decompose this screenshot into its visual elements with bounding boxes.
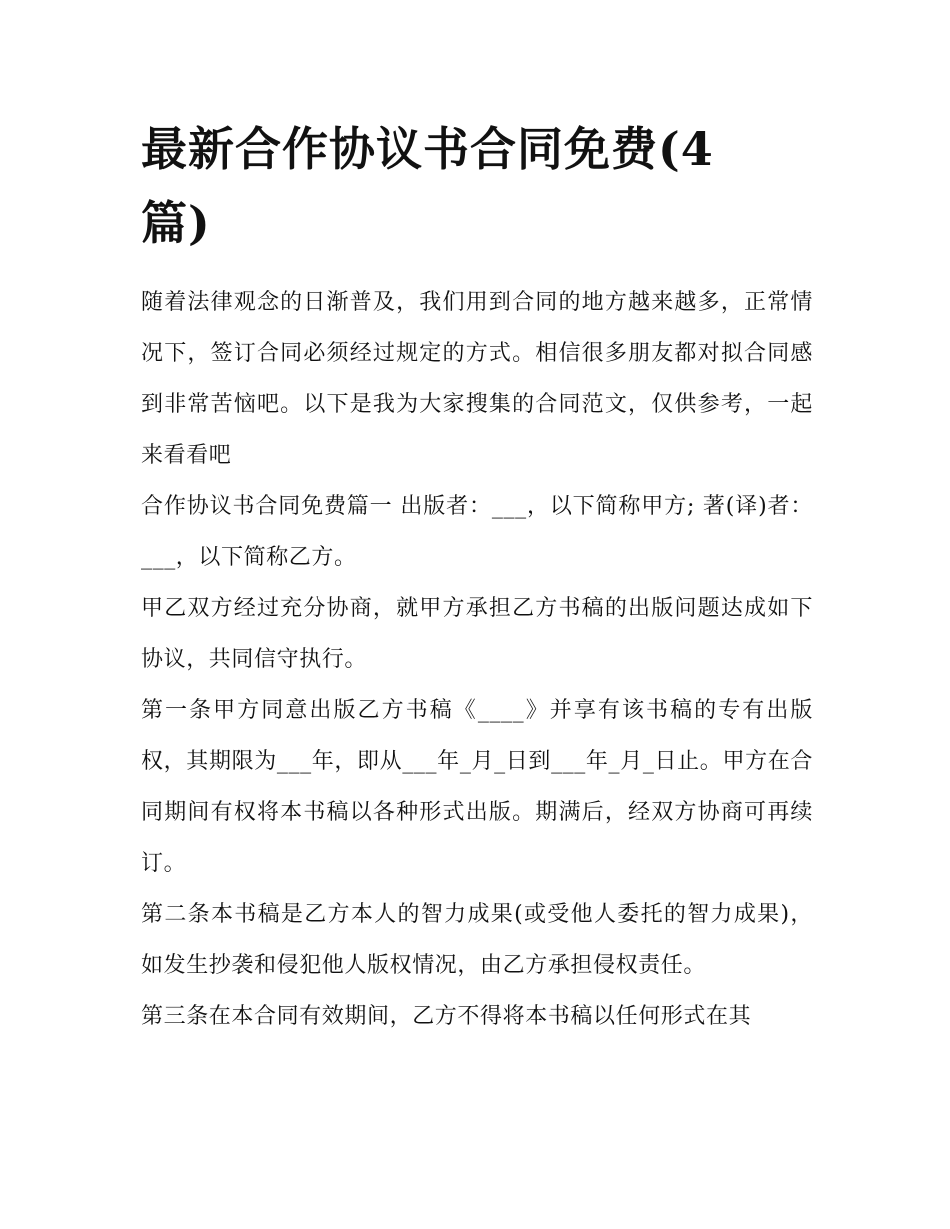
paragraph-article-2: 第二条本书稿是乙方本人的智力成果(或受他人委托的智力成果)，如发生抄袭和侵犯他人版权情况，由乙方承担侵权责任。	[141, 902, 813, 978]
paragraph-article-3: 第三条在本合同有效期间，乙方不得将本书稿以任何形式在其	[141, 1004, 752, 1029]
document-body	[141, 277, 813, 1042]
document-title: 最新合作协议书合同免费(4篇)	[141, 122, 714, 250]
paragraph-parties: 合作协议书合同免费篇一 出版者：___，以下简称甲方; 著(译)者：___，以下简称乙方。	[141, 494, 813, 570]
paragraph-article-1: 第一条甲方同意出版乙方书稿《____》并享有该书稿的专有出版权，其期限为___年，即从___年_月_日到___年_月_日止。甲方在合同期间有权将本书稿以各种形式出版。期满后，经双方协商可再续订。	[141, 698, 813, 876]
paragraph-intro: 随着法律观念的日渐普及，我们用到合同的地方越来越多，正常情况下，签订合同必须经过规定的方式。相信很多朋友都对拟合同感到非常苦恼吧。以下是我为大家搜集的合同范文，仅供参考，一起来看看吧	[141, 290, 813, 468]
paragraph-agreement: 甲乙双方经过充分协商，就甲方承担乙方书稿的出版问题达成如下协议，共同信守执行。	[141, 596, 813, 672]
